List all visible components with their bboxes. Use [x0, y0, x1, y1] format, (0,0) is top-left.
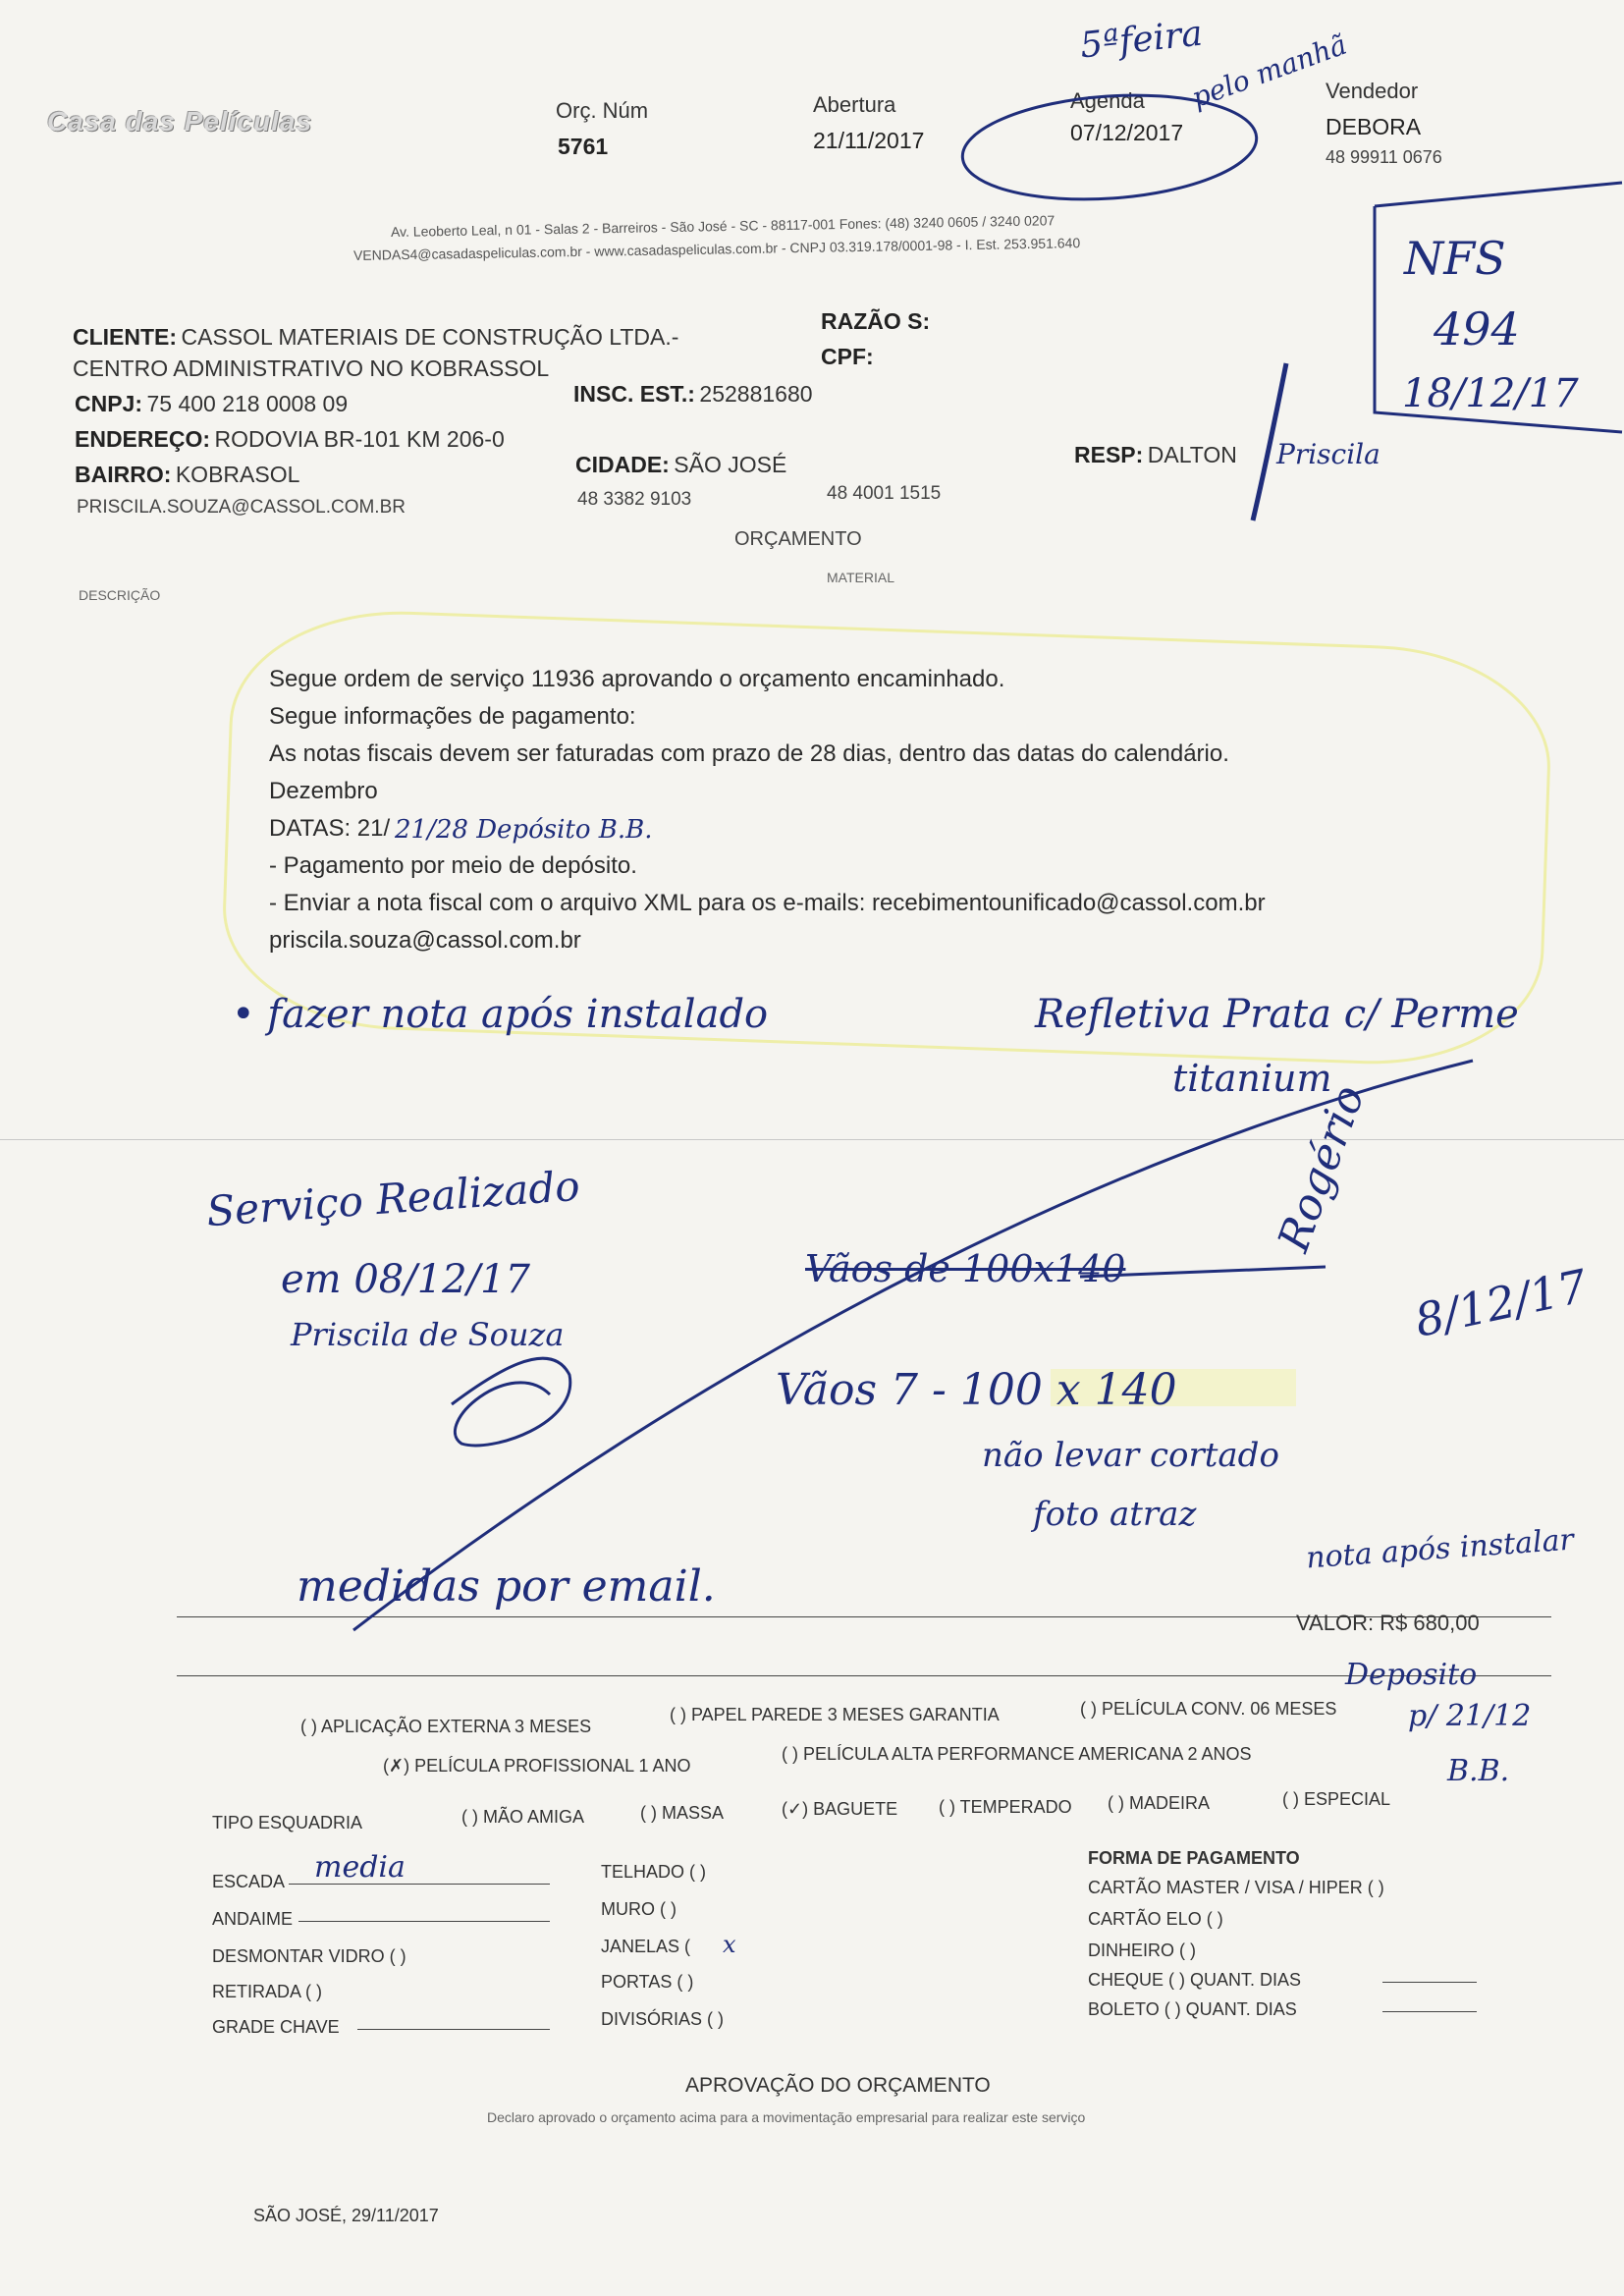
hw-servico-1: Serviço Realizado — [204, 1161, 581, 1236]
esquadria-temperado[interactable]: ( ) TEMPERADO — [939, 1797, 1072, 1817]
hw-foto: foto atraz — [1033, 1495, 1197, 1534]
agenda-date: 07/12/2017 — [1070, 120, 1184, 145]
cliente-value-2: CENTRO ADMINISTRATIVO NO KOBRASSOL — [73, 355, 550, 381]
client-phone-2: 48 4001 1515 — [827, 483, 942, 504]
pagamento-boleto[interactable]: BOLETO ( ) QUANT. DIAS — [1088, 1999, 1297, 2019]
esquadria-baguete[interactable]: (✓) BAGUETE — [782, 1799, 898, 1819]
abertura-label: Abertura — [813, 92, 896, 117]
descricao-label: DESCRIÇÃO — [79, 587, 161, 603]
client-phone-1: 48 3382 9103 — [577, 489, 692, 510]
option-pelicula-conv[interactable]: ( ) PELÍCULA CONV. 06 MESES — [1080, 1699, 1337, 1719]
hw-escada-value: media — [314, 1850, 406, 1885]
hw-datas-note: 21/28 Depósito B.B. — [395, 815, 653, 845]
item-portas[interactable]: PORTAS ( ) — [601, 1972, 694, 1992]
hw-nfs-2: 494 — [1434, 302, 1520, 355]
bairro-label: BAIRRO: — [75, 462, 172, 487]
option-papel-parede[interactable]: ( ) PAPEL PAREDE 3 MESES GARANTIA — [670, 1705, 1000, 1724]
esquadria-label: TIPO ESQUADRIA — [212, 1813, 363, 1832]
hw-nao-levar: não levar cortado — [982, 1436, 1279, 1475]
pagamento-title: FORMA DE PAGAMENTO — [1088, 1848, 1300, 1868]
hw-deposito-2: p/ 21/12 — [1408, 1699, 1532, 1733]
hw-nfs-1: NFS — [1404, 232, 1506, 285]
vendedor-name: DEBORA — [1326, 114, 1422, 139]
pagamento-dinheiro[interactable]: DINHEIRO ( ) — [1088, 1941, 1196, 1960]
aprovacao-title: APROVAÇÃO DO ORÇAMENTO — [685, 2074, 991, 2097]
hw-deposito-3: B.B. — [1447, 1754, 1510, 1788]
esquadria-mao-amiga[interactable]: ( ) MÃO AMIGA — [461, 1807, 585, 1827]
orc-number: 5761 — [558, 134, 609, 159]
company-address: Av. Leoberto Leal, n 01 - Salas 2 - Barreiros - São José - SC - 88117-001 Fones: (48) 3240 0605 / 3240 0207 — [390, 212, 1056, 240]
cliente-label: CLIENTE: — [73, 324, 178, 350]
aprovacao-text: Declaro aprovado o orçamento acima para a movimentação empresarial para realizar este serviço — [487, 2109, 1086, 2125]
orc-label: Orç. Núm — [556, 98, 649, 123]
esquadria-especial[interactable]: ( ) ESPECIAL — [1282, 1789, 1391, 1809]
hw-nfs-3: 18/12/17 — [1402, 371, 1579, 416]
valor-total: VALOR: R$ 680,00 — [1296, 1611, 1480, 1635]
abertura-date: 21/11/2017 — [813, 128, 925, 153]
item-desmontar-vidro[interactable]: DESMONTAR VIDRO ( ) — [212, 1946, 406, 1966]
pagamento-cheque[interactable]: CHEQUE ( ) QUANT. DIAS — [1088, 1970, 1302, 1990]
insc-value: 252881680 — [699, 381, 813, 407]
cidade-label: CIDADE: — [575, 452, 670, 477]
pagamento-cartao-elo[interactable]: CARTÃO ELO ( ) — [1088, 1909, 1223, 1929]
cpf-label: CPF: — [821, 344, 874, 369]
hw-refletiva-2: titanium — [1172, 1057, 1332, 1100]
body-line-5: DATAS: 21/ — [269, 815, 391, 842]
option-pelicula-alta-performance[interactable]: ( ) PELÍCULA ALTA PERFORMANCE AMERICANA 2 ANOS — [782, 1744, 1252, 1764]
hw-refletiva-1: Refletiva Prata c/ Perme — [1035, 992, 1519, 1037]
hw-deposito-1: Deposito — [1345, 1658, 1478, 1692]
resp-label: RESP: — [1074, 442, 1144, 467]
hw-vaos: Vãos 7 - 100 x 140 — [776, 1365, 1177, 1415]
hw-servico-2: em 08/12/17 — [281, 1257, 530, 1302]
hw-nota-apos: nota após instalar — [1305, 1522, 1575, 1576]
hw-agenda-note-1: 5ªfeira — [1078, 13, 1205, 67]
material-label: MATERIAL — [827, 570, 894, 585]
signature-scribble — [452, 1358, 570, 1446]
hw-janelas-value: x — [723, 1931, 736, 1958]
body-line-4: Dezembro — [269, 778, 378, 804]
orcamento-heading: ORÇAMENTO — [734, 528, 862, 550]
endereco-value: RODOVIA BR-101 KM 206-0 — [214, 426, 505, 452]
item-retirada[interactable]: RETIRADA ( ) — [212, 1982, 323, 2001]
body-line-3: As notas fiscais devem ser faturadas com prazo de 28 dias, dentro das datas do calendário. — [269, 740, 1229, 767]
endereco-label: ENDEREÇO: — [75, 426, 211, 452]
item-divisorias[interactable]: DIVISÓRIAS ( ) — [601, 2009, 725, 2029]
hw-date-right: 8/12/17 — [1410, 1259, 1593, 1347]
city-date: SÃO JOSÉ, 29/11/2017 — [253, 2206, 439, 2225]
insc-label: INSC. EST.: — [573, 381, 695, 407]
cnpj-label: CNPJ: — [75, 391, 143, 416]
vendedor-label: Vendedor — [1326, 79, 1419, 103]
cidade-value: SÃO JOSÉ — [674, 452, 787, 477]
esquadria-massa[interactable]: ( ) MASSA — [640, 1803, 725, 1823]
resp-value: DALTON — [1147, 442, 1237, 467]
hw-agenda-note-2: pelo manhã — [1187, 27, 1351, 115]
hw-servico-3: Priscila de Souza — [291, 1316, 565, 1353]
option-aplicacao-externa[interactable]: ( ) APLICAÇÃO EXTERNA 3 MESES — [300, 1717, 592, 1736]
hw-vaos-crossed: Vãos de 100x140 — [805, 1247, 1126, 1290]
hw-fazer-nota: • fazer nota após instalado — [232, 992, 769, 1037]
company-logo: Casa das Películas — [47, 106, 313, 137]
hw-resp-note: Priscila — [1276, 438, 1380, 470]
body-line-6: - Pagamento por meio de depósito. — [269, 852, 637, 879]
esquadria-madeira[interactable]: ( ) MADEIRA — [1108, 1793, 1211, 1813]
pagamento-cartao-master[interactable]: CARTÃO MASTER / VISA / HIPER ( ) — [1088, 1878, 1384, 1897]
item-janelas[interactable]: JANELAS ( — [601, 1937, 691, 1956]
agenda-label: Agenda — [1070, 88, 1145, 113]
company-contact: VENDAS4@casadaspeliculas.com.br - www.casadaspeliculas.com.br - CNPJ 03.319.178/0001-98 - I. Est. 253.951.640 — [352, 235, 1081, 263]
item-grade-chave: GRADE CHAVE — [212, 2017, 340, 2037]
body-line-7: - Enviar a nota fiscal com o arquivo XML para os e-mails: recebimentounificado@cassol.com.br — [269, 890, 1266, 916]
hw-rogerio: Rogério — [1269, 1078, 1375, 1258]
cnpj-value: 75 400 218 0008 09 — [146, 391, 349, 416]
item-muro[interactable]: MURO ( ) — [601, 1899, 677, 1919]
body-line-2: Segue informações de pagamento: — [269, 703, 636, 730]
item-telhado[interactable]: TELHADO ( ) — [601, 1862, 707, 1882]
bairro-value: KOBRASOL — [175, 462, 300, 487]
cliente-value: CASSOL MATERIAIS DE CONSTRUÇÃO LTDA.- — [181, 324, 679, 350]
item-escada: ESCADA — [212, 1872, 286, 1891]
razao-label: RAZÃO S: — [821, 308, 931, 334]
item-andaime: ANDAIME — [212, 1909, 294, 1929]
client-email: PRISCILA.SOUZA@CASSOL.COM.BR — [77, 497, 406, 518]
vendedor-phone: 48 99911 0676 — [1326, 147, 1442, 167]
option-pelicula-profissional[interactable]: (✗) PELÍCULA PROFISSIONAL 1 ANO — [383, 1756, 691, 1776]
body-line-8: priscila.souza@cassol.com.br — [269, 927, 581, 954]
hw-medidas: medidas por email. — [297, 1561, 716, 1612]
body-line-1: Segue ordem de serviço 11936 aprovando o orçamento encaminhado. — [269, 666, 1005, 692]
